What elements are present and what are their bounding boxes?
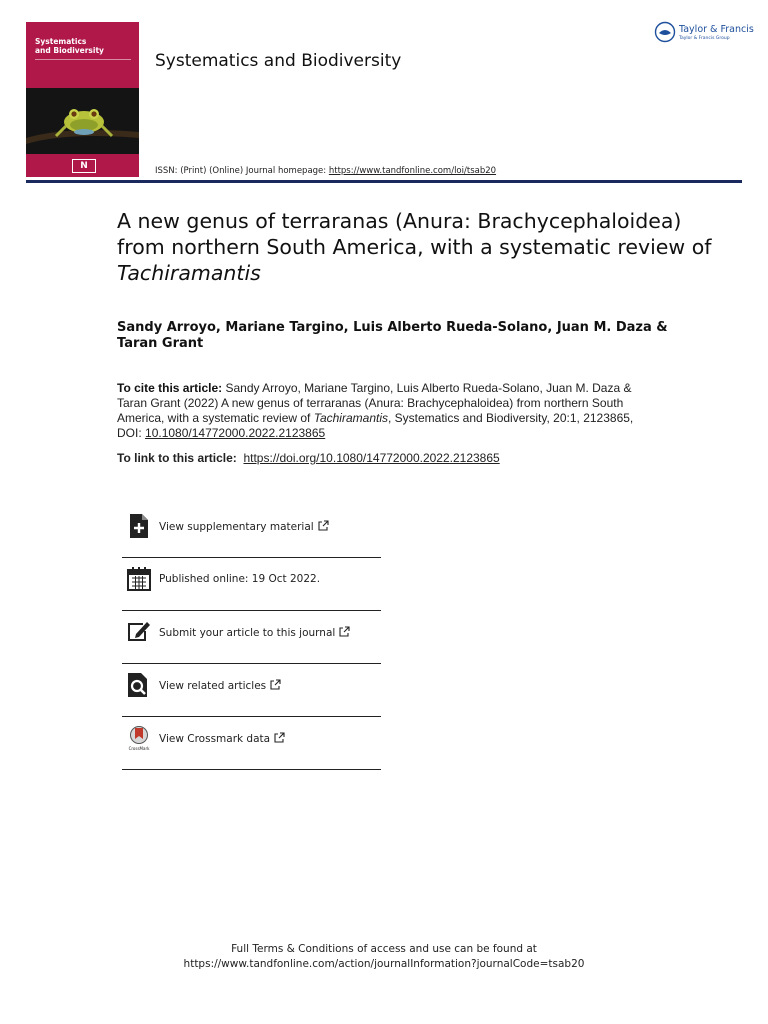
- supplementary-plus-icon: [127, 513, 151, 539]
- related-articles-link[interactable]: View related articles: [122, 664, 381, 717]
- article-title: A new genus of terraranas (Anura: Brachycephaloidea) from northern South America, with a systematic review of Tachiramantis: [117, 209, 712, 285]
- terms-link[interactable]: https://www.tandfonline.com/action/journalInformation?journalCode=tsab20: [183, 958, 585, 970]
- journal-cover: [26, 22, 139, 177]
- submit-article-link[interactable]: Submit your article to this journal: [122, 611, 381, 664]
- crossmark-icon: [127, 725, 151, 751]
- journal-title: Systematics and Biodiversity: [155, 51, 402, 71]
- edit-icon: [127, 619, 151, 645]
- article-link-line: [117, 451, 677, 466]
- citation-doi-link[interactable]: 10.1080/14772000.2022.2123865: [145, 426, 326, 440]
- external-link-icon: [274, 732, 285, 743]
- article-links: [122, 505, 381, 770]
- external-link-icon: [318, 520, 329, 531]
- article-authors: Sandy Arroyo, Mariane Targino, Luis Alberto Rueda-Solano, Juan M. Daza & Taran Grant: [117, 320, 668, 351]
- publisher-name: Taylor & Francis: [679, 24, 754, 35]
- journal-homepage-link[interactable]: https://www.tandfonline.com/loi/tsab20: [328, 166, 497, 176]
- link-label: To link to this article:: [117, 451, 241, 465]
- terms-footer: [0, 942, 768, 972]
- taylor-francis-logo-icon: [654, 21, 676, 43]
- cover-issue-strip: [35, 59, 131, 64]
- citation: To cite this article: Sandy Arroyo, Mariane Targino, Luis Alberto Rueda-Solano, Juan M. Daza & Taran Grant (2022) A new genus of terraranas (Anura: Brachycephaloidea) from northern South America, with a systematic review of Tachiramantis, Systematics and Biodiversity, 20:1, 2123865, DOI: 10.1080/14772000.2022.2123865: [117, 381, 634, 440]
- supplementary-material-link[interactable]: View supplementary material: [122, 505, 381, 558]
- header-rule: [26, 180, 742, 183]
- search-document-icon: [127, 672, 151, 698]
- publisher-subname: Taylor & Francis Group: [679, 36, 730, 41]
- external-link-icon: [270, 679, 281, 690]
- terms-text: Full Terms & Conditions of access and use can be found at: [231, 943, 537, 955]
- article-doi-link[interactable]: https://doi.org/10.1080/14772000.2022.2123865: [243, 451, 500, 465]
- issn-line: ISSN: (Print) (Online) Journal homepage: https://www.tandfonline.com/loi/tsab20: [155, 166, 497, 176]
- cover-publisher-logo: N: [72, 159, 96, 173]
- citation-label: To cite this article:: [117, 381, 223, 395]
- cover-title: Systematics and Biodiversity: [35, 37, 104, 55]
- crossmark-link[interactable]: CrossMark View Crossmark data: [122, 717, 381, 770]
- crossmark-label: CrossMark: [128, 746, 150, 751]
- external-link-icon: [339, 626, 350, 637]
- published-online-row: Published online: 19 Oct 2022.: [122, 558, 381, 611]
- cover-header: [26, 22, 139, 88]
- calendar-icon: [127, 566, 151, 592]
- frog-image: [26, 88, 139, 154]
